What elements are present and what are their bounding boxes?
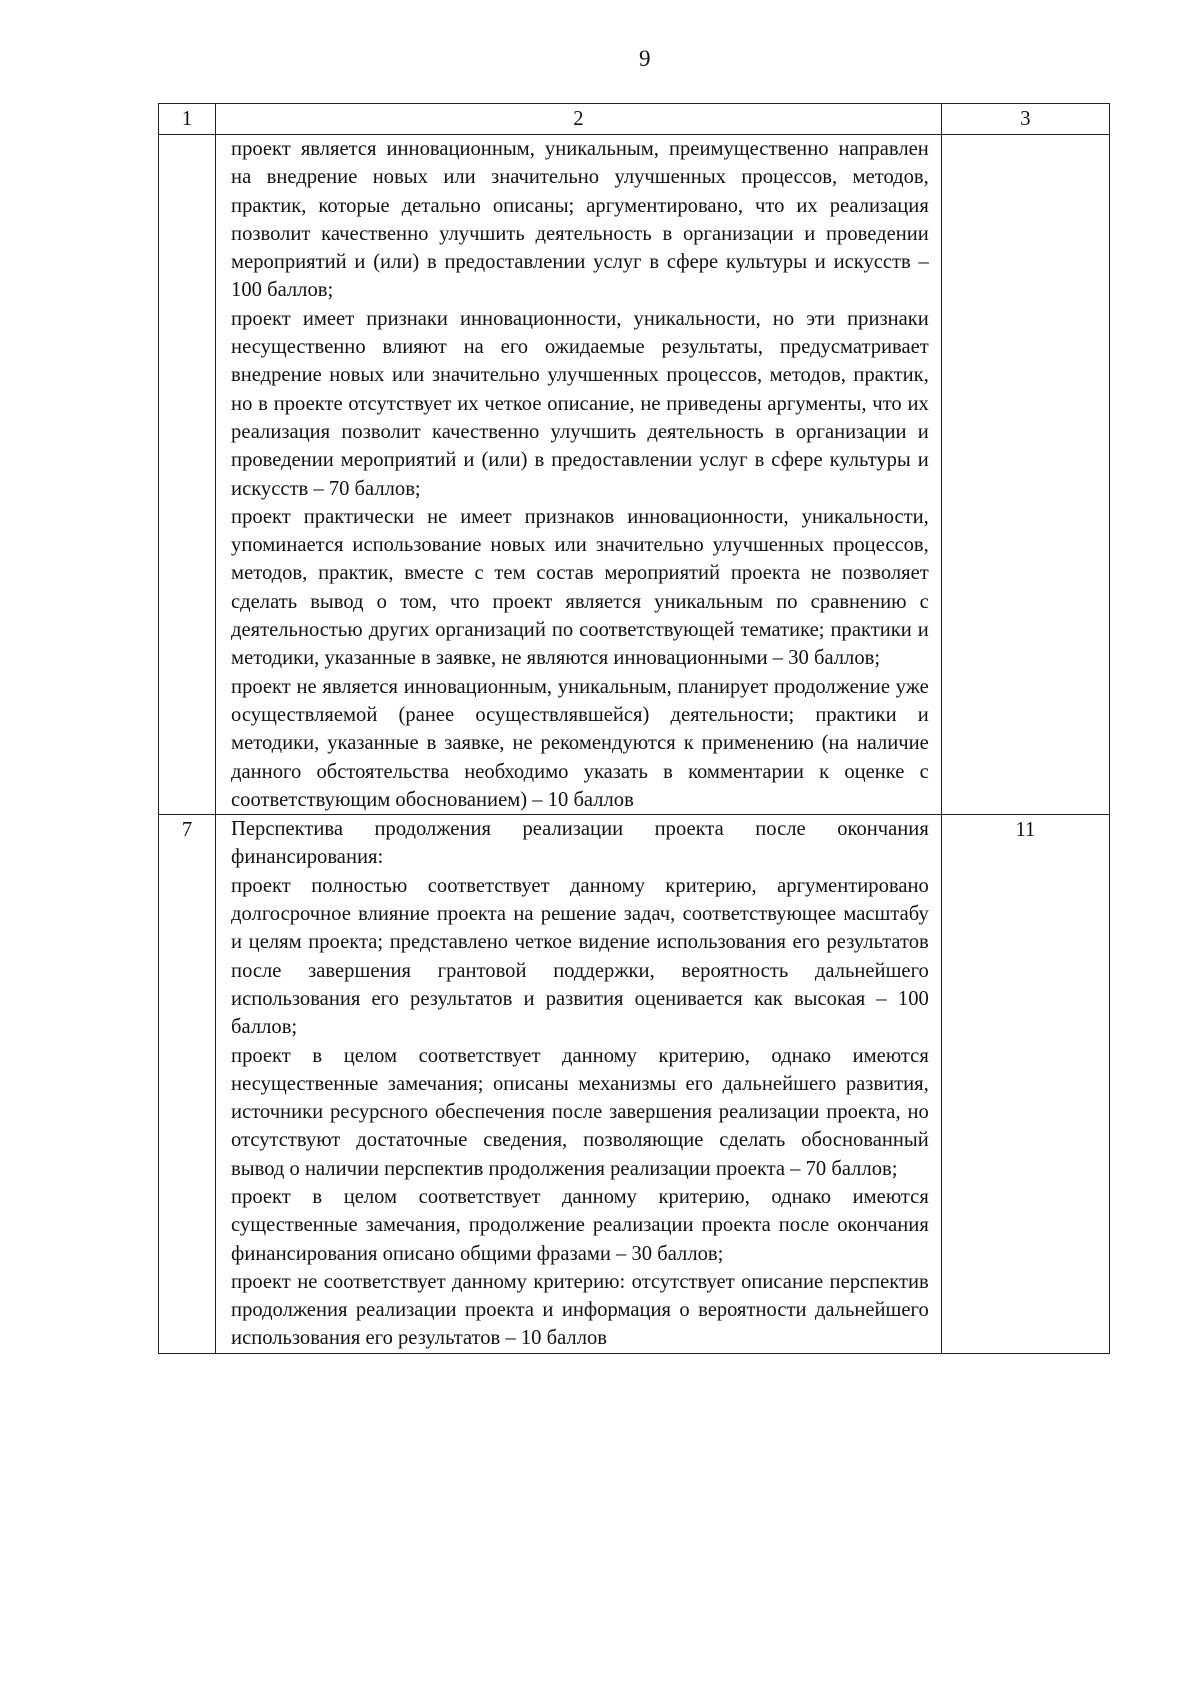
criterion-option: проект является инновационным, уникальным, преимущественно направлен на внедрение новых или значительно улучшенных процессов, методов, практик, которые детально описаны; аргументировано, что их реализация позволит качественно улучшить деятельность в организации и проведении мероприятий и (или) в предоставлении услуг в сфере культуры и искусств – 100 баллов; [231, 138, 929, 302]
criterion-description [216, 135, 942, 815]
criterion-weight [941, 135, 1109, 815]
row-number: 7 [159, 815, 216, 1354]
criterion-option: проект не является инновационным, уникальным, планирует продолжение уже осуществляемой (ранее осуществлявшейся) деятельности; практики и методики, указанные в заявке, не рекомендуются к применению (на наличие данного обстоятельства необходимо указать в комментарии к оценке с соответствующим обоснованием) – 10 баллов [231, 675, 929, 811]
table-row-7 [159, 815, 1110, 1354]
criterion-option: проект в целом соответствует данному критерию, однако имеются несущественные замечания; описаны механизмы его дальнейшего развития, источники ресурсного обеспечения после завершения реализации проекта, но отсутствуют достаточные сведения, позволяющие сделать обоснованный вывод о наличии перспектив продолжения реализации проекта – 70 баллов; [231, 1044, 929, 1180]
row-number [159, 135, 216, 815]
header-col-1: 1 [159, 104, 216, 135]
criterion-weight: 11 [941, 815, 1109, 1354]
table-header-row [159, 104, 1110, 135]
criteria-table [158, 103, 1110, 1354]
criterion-option: проект имеет признаки инновационности, уникальности, но эти признаки несущественно влияют на его ожидаемые результаты, предусматривает внедрение новых или значительно улучшенных процессов, методов, практик, но в проекте отсутствует их четкое описание, не приведены аргументы, что их реализация позволит качественно улучшить деятельность в организации и проведении мероприятий и (или) в предоставлении услуг в сфере культуры и искусств – 70 баллов; [231, 307, 929, 500]
header-col-3: 3 [941, 104, 1109, 135]
header-col-2: 2 [216, 104, 942, 135]
criterion-description [216, 815, 942, 1354]
criterion-title: Перспектива продолжения реализации проекта после окончания финансирования: [231, 818, 929, 869]
page-number: 9 [639, 46, 651, 71]
criterion-option: проект в целом соответствует данному критерию, однако имеются существенные замечания, продолжение реализации проекта после окончания финансирования описано общими фразами – 30 баллов; [231, 1185, 929, 1265]
criterion-option: проект не соответствует данному критерию: отсутствует описание перспектив продолжения реализации проекта и информация о вероятности дальнейшего использования его результатов – 10 баллов [231, 1270, 929, 1350]
table-row-continuation [159, 135, 1110, 815]
criterion-option: проект полностью соответствует данному критерию, аргументировано долгосрочное влияние проекта на решение задач, соответствующее масштабу и целям проекта; представлено четкое видение использования его результатов после завершения грантовой поддержки, вероятность дальнейшего использования его результатов и развития оценивается как высокая – 100 баллов; [231, 874, 929, 1039]
criterion-option: проект практически не имеет признаков инновационности, уникальности, упоминается использование новых или значительно улучшенных процессов, методов, практик, вместе с тем состав мероприятий проекта не позволяет сделать вывод о том, что проект является уникальным по сравнению с деятельностью других организаций по соответствующей тематике; практики и методики, указанные в заявке, не являются инновационными – 30 баллов; [231, 505, 929, 670]
